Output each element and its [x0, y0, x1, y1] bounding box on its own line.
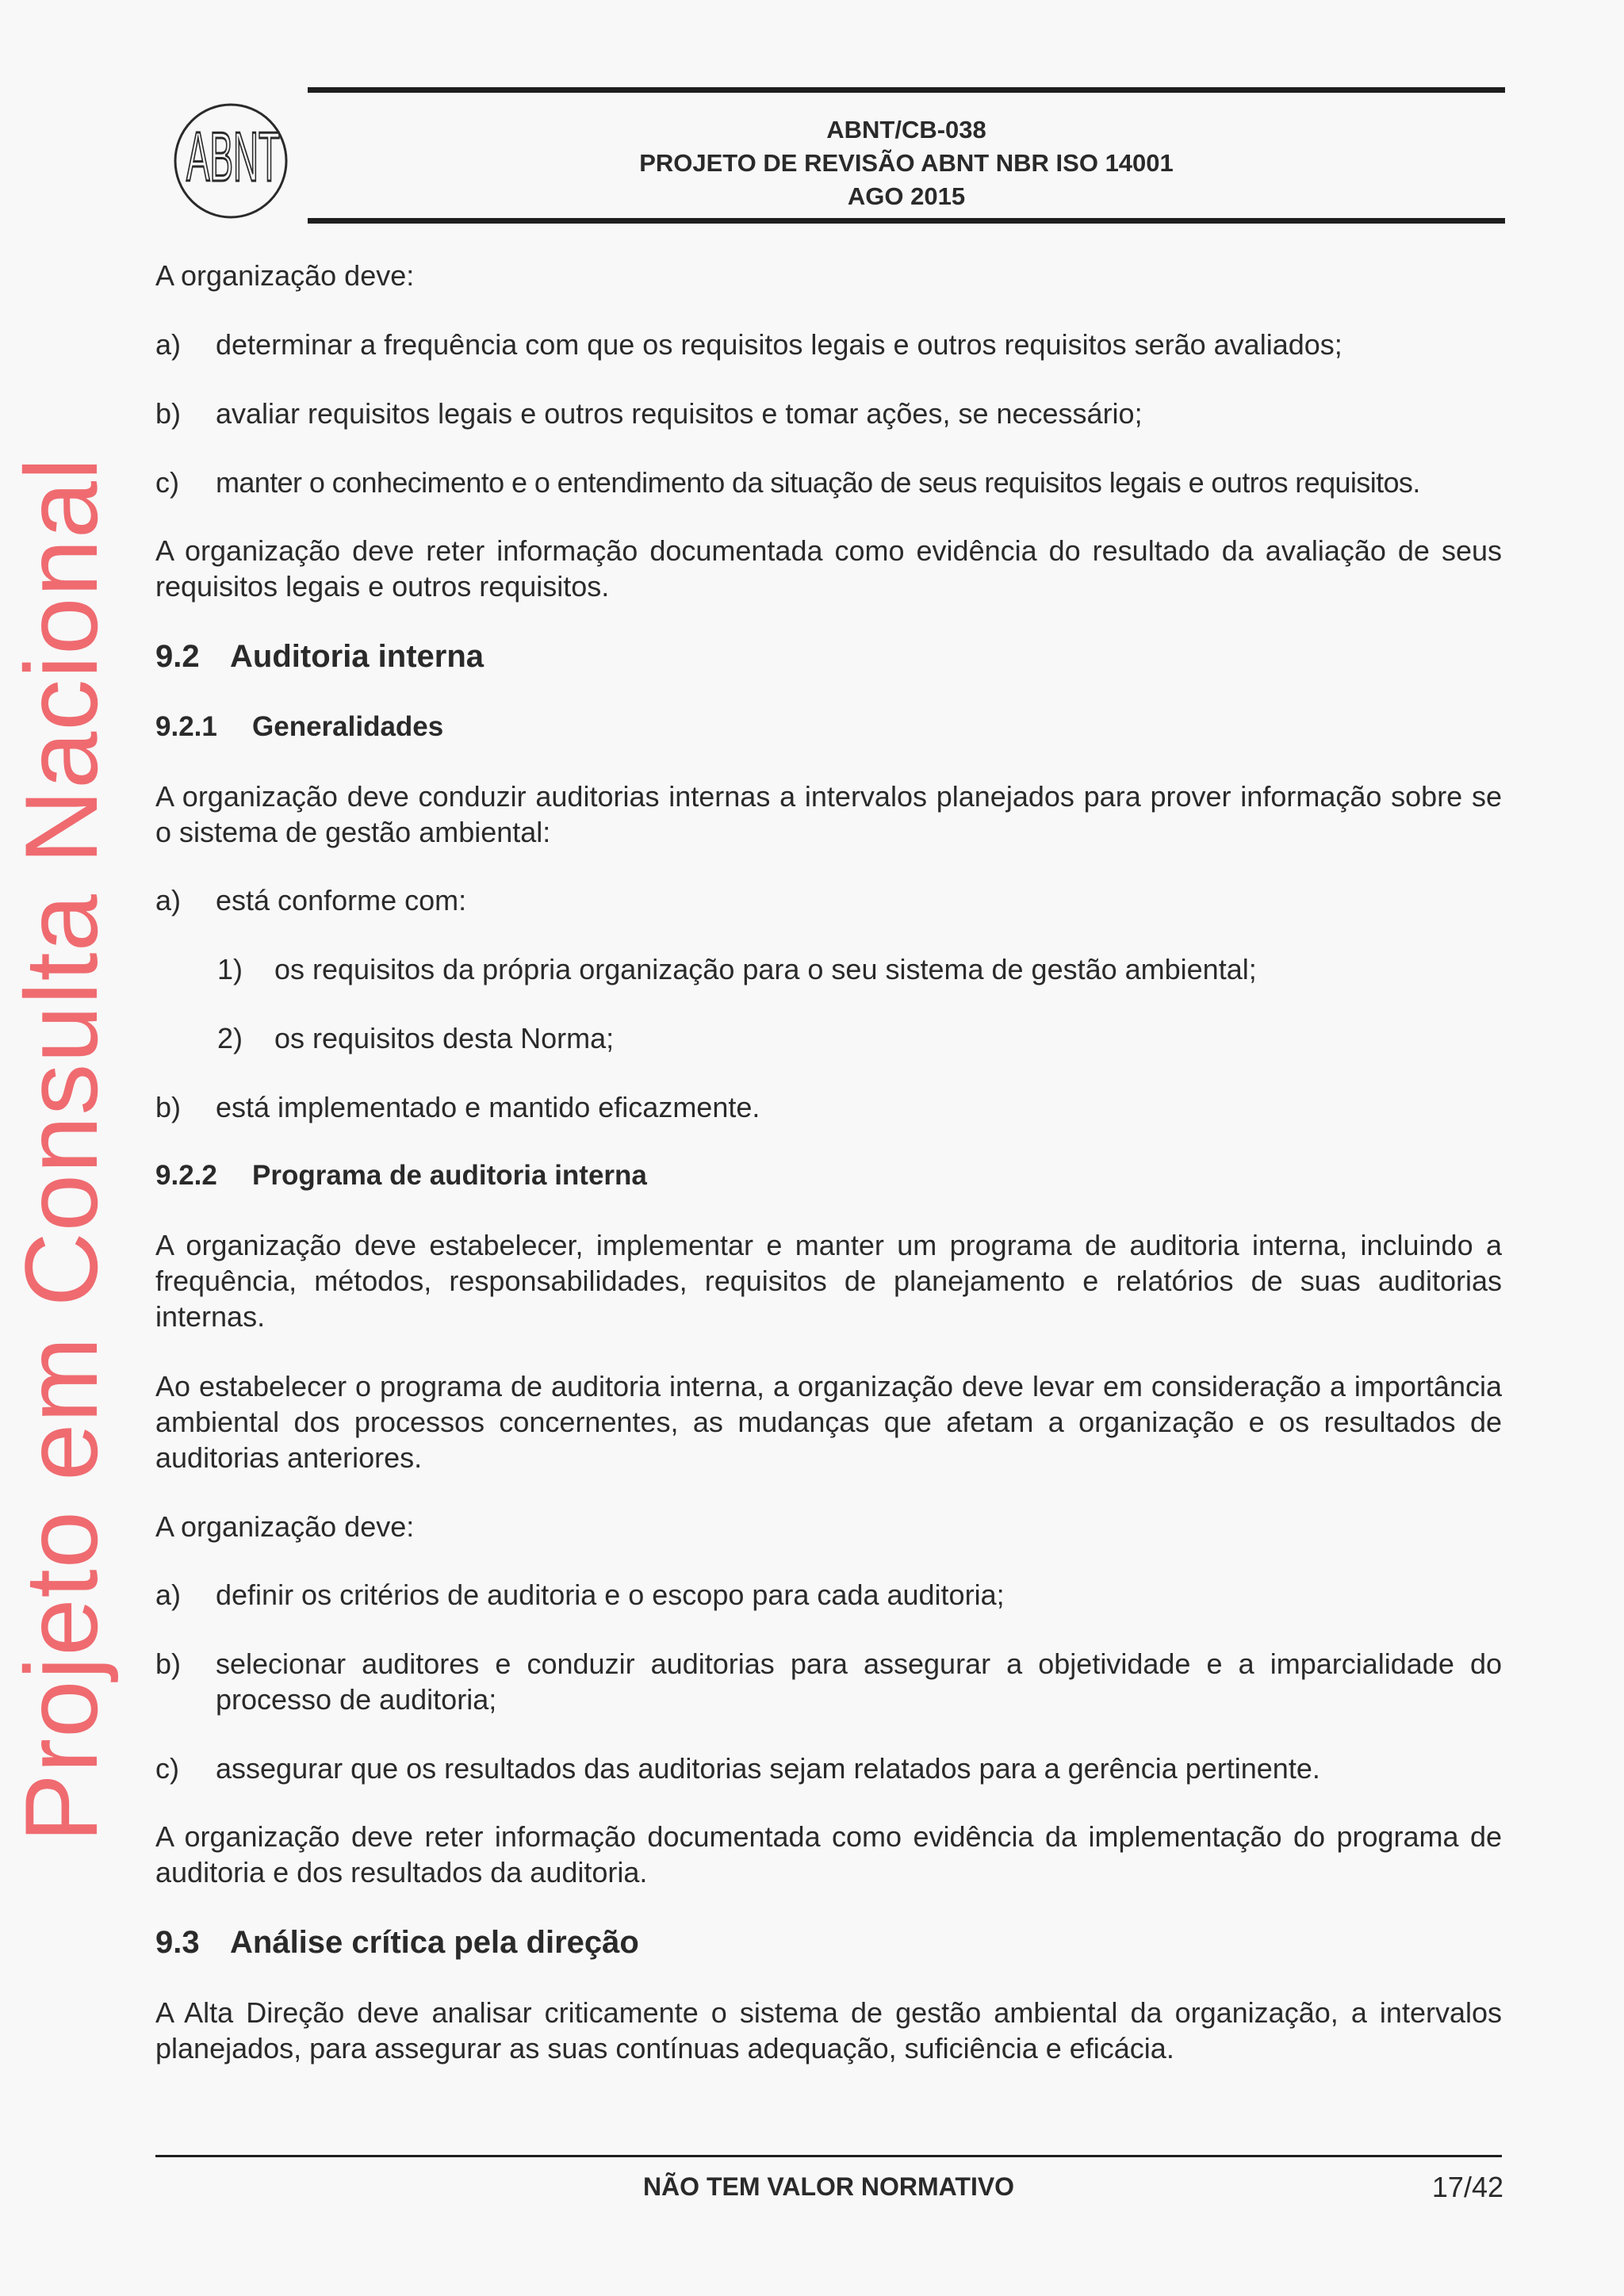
section-title: Generalidades	[252, 711, 444, 742]
abnt-logo-text: ABNT	[186, 117, 280, 196]
watermark-text: Projeto em Consulta Nacional	[3, 457, 119, 1843]
list-label: a)	[155, 1578, 182, 1611]
section-heading-9-2-1	[155, 709, 443, 744]
list-text: selecionar auditores e conduzir auditorias para assegurar a objetividade e a imparcialidade do processo de auditoria;	[216, 1647, 1502, 1716]
document-header	[308, 87, 1505, 224]
section-number: 9.2	[155, 639, 200, 674]
footer-rule	[155, 2155, 1502, 2157]
list-text: assegurar que os resultados das auditorias sejam relatados para a gerência pertinente.	[216, 1752, 1320, 1785]
list-label: a)	[155, 884, 182, 916]
list-label: c)	[155, 466, 179, 499]
list-label: a)	[155, 328, 182, 361]
abnt-logo	[170, 101, 293, 220]
paragraph: A Alta Direção deve analisar criticamente o sistema de gestão ambiental da organização, a intervalos planejados, para assegurar as suas contínuas adequação, suficiência e eficácia.	[155, 1996, 1502, 2064]
paragraph-intro: A organização deve:	[155, 259, 415, 292]
list-text: os requisitos da própria organização para o seu sistema de gestão ambiental;	[274, 953, 1257, 985]
paragraph: A organização deve reter informação documentada como evidência da implementação do programa de auditoria e dos resultados da auditoria.	[155, 1820, 1502, 1888]
watermark	[0, 0, 119, 2296]
list-label: b)	[155, 1647, 182, 1680]
list-text: determinar a frequência com que os requisitos legais e outros requisitos serão avaliados;	[216, 328, 1342, 361]
list-text: está conforme com:	[216, 884, 467, 916]
section-title: Programa de auditoria interna	[252, 1160, 647, 1191]
footer-notice: NÃO TEM VALOR NORMATIVO	[642, 2172, 1015, 2201]
list-label: c)	[155, 1752, 179, 1785]
list-label: b)	[155, 397, 182, 430]
section-title: Análise crítica pela direção	[230, 1925, 639, 1960]
paragraph: Ao estabelecer o programa de auditoria interna, a organização deve levar em consideração a importância ambiental dos processos concernentes, as mudanças que afetam a organização e os resultados de auditorias anteriores.	[155, 1370, 1502, 1474]
paragraph: A organização deve estabelecer, implementar e manter um programa de auditoria interna, incluindo a frequência, métodos, responsabilidades, requisitos de planejamento e relatórios de suas auditorias internas.	[155, 1229, 1502, 1333]
list-text: avaliar requisitos legais e outros requisitos e tomar ações, se necessário;	[216, 397, 1143, 430]
page-number: 17/42	[1431, 2171, 1503, 2203]
section-number: 9.2.2	[155, 1160, 217, 1191]
list-text: manter o conhecimento e o entendimento da situação de seus requisitos legais e outros requisitos.	[216, 466, 1420, 499]
section-heading-9-2-2	[155, 1158, 647, 1193]
paragraph-intro: A organização deve:	[155, 1510, 415, 1543]
committee-code: ABNT/CB-038	[826, 116, 986, 144]
document-title: PROJETO DE REVISÃO ABNT NBR ISO 14001	[639, 149, 1174, 177]
list-label: 2)	[217, 1022, 243, 1054]
list-label: b)	[155, 1091, 182, 1123]
list-text: está implementado e mantido eficazmente.	[216, 1091, 760, 1123]
section-number: 9.3	[155, 1925, 200, 1960]
paragraph: A organização deve reter informação documentada como evidência do resultado da avaliação de seus requisitos legais e outros requisitos.	[155, 534, 1502, 603]
section-title: Auditoria interna	[230, 639, 485, 674]
list-text: os requisitos desta Norma;	[274, 1022, 615, 1054]
section-number: 9.2.1	[155, 711, 217, 742]
list-text: definir os critérios de auditoria e o escopo para cada auditoria;	[216, 1578, 1005, 1611]
list-label: 1)	[217, 953, 243, 985]
section-heading-9-2	[155, 637, 484, 675]
document-date: AGO 2015	[847, 182, 966, 210]
paragraph: A organização deve conduzir auditorias internas a intervalos planejados para prover informação sobre se o sistema de gestão ambiental:	[155, 780, 1502, 848]
section-heading-9-3	[155, 1923, 639, 1961]
